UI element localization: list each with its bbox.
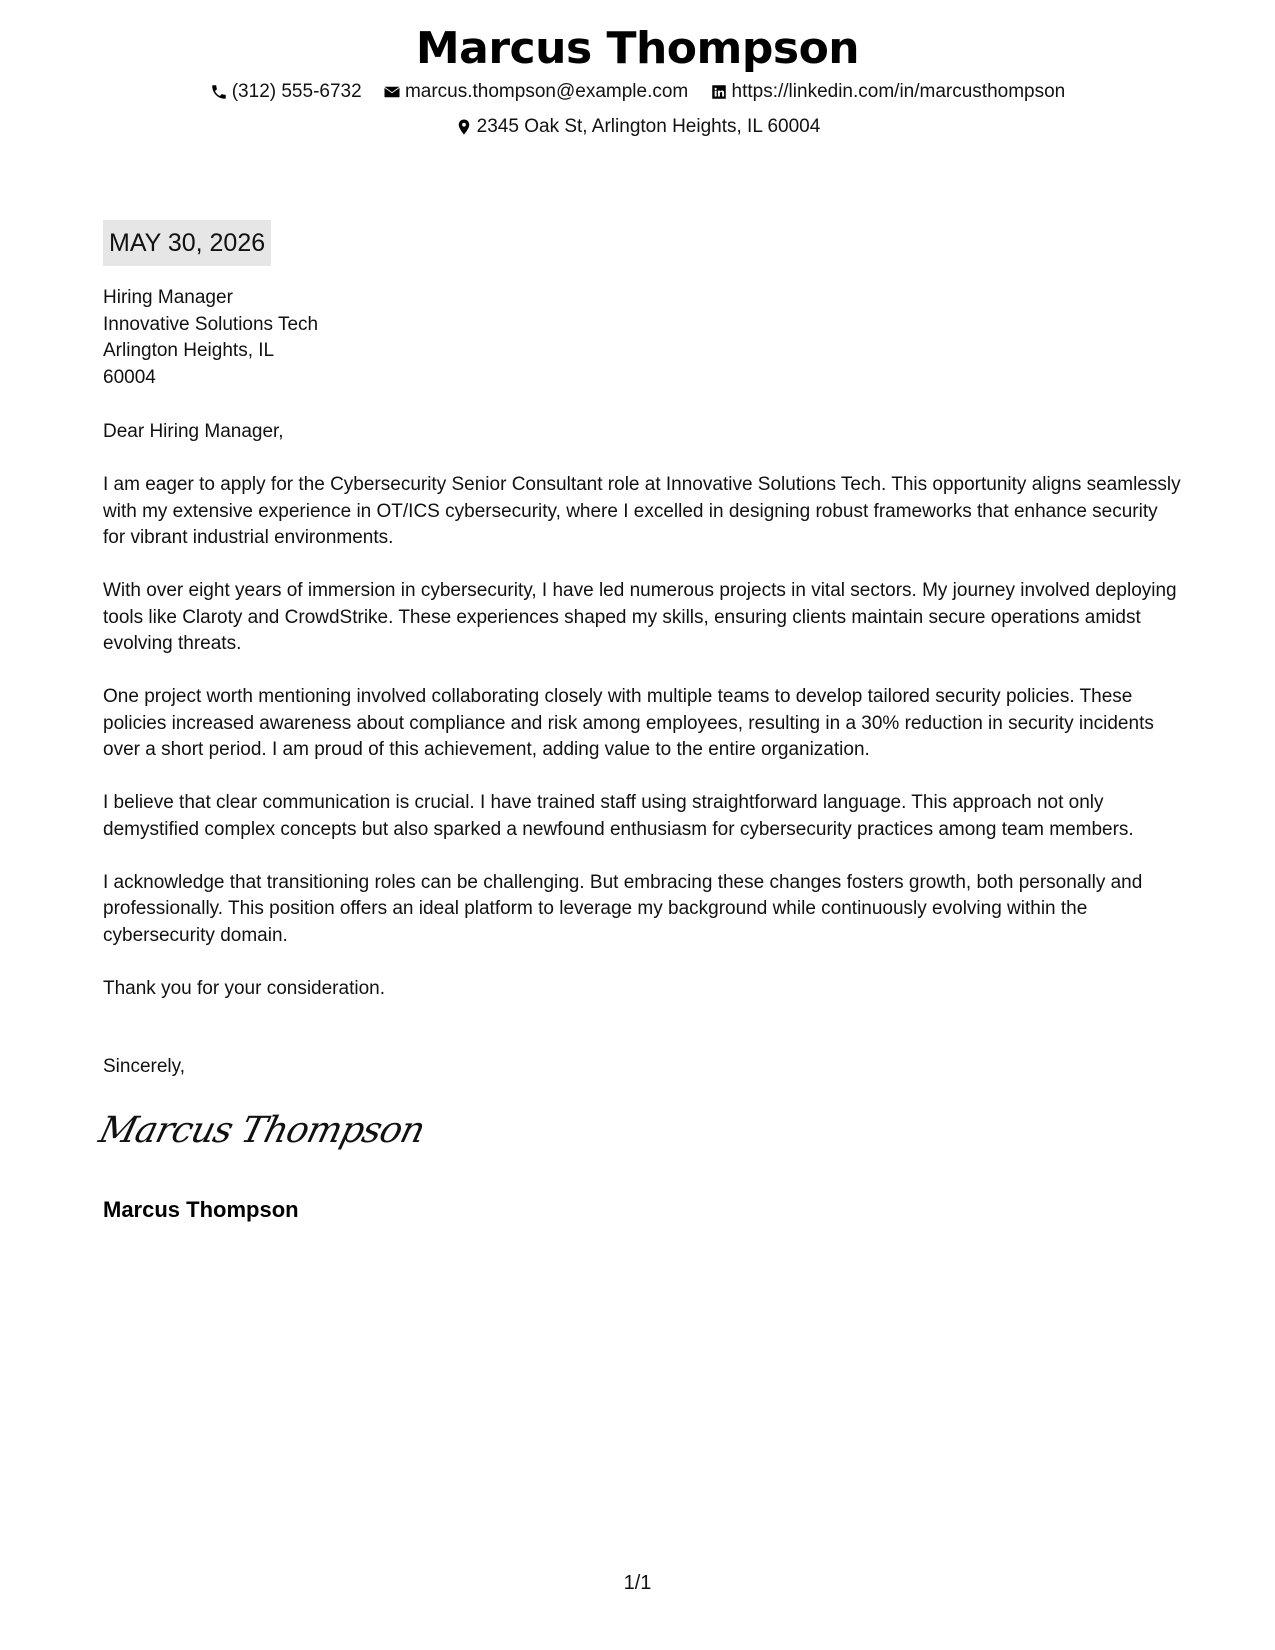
letter-header xyxy=(0,22,1275,143)
contact-address xyxy=(455,115,821,139)
letter-date: MAY 30, 2026 xyxy=(103,220,271,266)
body-paragraph: One project worth mentioning involved collaborating closely with multiple teams to develop tailored security policies. These policies increased awareness about compliance and risk among employees, resulting in a 30% reduction in security incidents over a short period. I am proud of this achievement, adding value to the entire organization. xyxy=(103,686,1154,760)
map-pin-icon xyxy=(455,118,473,136)
body-paragraph: I am eager to apply for the Cybersecurity Senior Consultant role at Innovative Solutions Tech. This opportunity aligns seamlessly with my extensive experience in OT/ICS cybersecurity, where I excelled in designing robust frameworks that enhance security for vibrant industrial environments. xyxy=(103,474,1181,548)
recipient-city: Arlington Heights, IL xyxy=(103,340,275,361)
body-paragraph: With over eight years of immersion in cybersecurity, I have led numerous projects in vital sectors. My journey involved deploying tools like Claroty and CrowdStrike. These experiences shaped my skills, ensuring clients maintain secure operations amidst evolving threats. xyxy=(103,580,1177,654)
recipient-company: Innovative Solutions Tech xyxy=(103,313,319,335)
applicant-name: Marcus Thompson xyxy=(415,23,860,74)
recipient-title: Hiring Manager xyxy=(103,287,233,308)
thanks-line: Thank you for your consideration. xyxy=(103,977,385,999)
closing-line: Sincerely, xyxy=(103,1056,186,1077)
handwritten-signature xyxy=(95,1103,429,1159)
contact-phone xyxy=(210,80,362,104)
contact-row xyxy=(0,80,1275,108)
recipient-block xyxy=(103,285,318,391)
recipient-zip: 60004 xyxy=(103,366,156,388)
page-number: 1/1 xyxy=(623,1572,652,1594)
signoff-name: Marcus Thompson xyxy=(103,1197,299,1222)
linkedin-icon xyxy=(710,83,728,101)
signature-script: Marcus Thompson xyxy=(95,1110,429,1151)
phone-icon xyxy=(210,83,228,101)
envelope-icon xyxy=(383,83,401,101)
body-paragraph: I acknowledge that transitioning roles can be challenging. But embracing these changes fosters growth, both personally and professionally. This position offers an ideal platform to leverage my background while continuously evolving within the cybersecurity domain. xyxy=(103,871,1143,946)
contact-linkedin[interactable] xyxy=(710,80,1066,104)
body-paragraph: I believe that clear communication is crucial. I have trained staff using straightforward language. This approach not only demystified complex concepts but also sparked a newfound enthusiasm for cybersecurity practices among team members. xyxy=(103,792,1134,840)
contact-email[interactable] xyxy=(383,80,688,104)
salutation: Dear Hiring Manager, xyxy=(103,421,284,442)
phone-text: (312) 555-6732 xyxy=(231,81,362,102)
address-row xyxy=(0,115,1275,143)
address-text: 2345 Oak St, Arlington Heights, IL 60004 xyxy=(476,116,821,137)
linkedin-link[interactable]: https://linkedin.com/in/marcusthompson xyxy=(731,81,1066,102)
letter-body xyxy=(103,419,1183,1029)
email-link[interactable]: marcus.thompson@example.com xyxy=(404,81,689,102)
